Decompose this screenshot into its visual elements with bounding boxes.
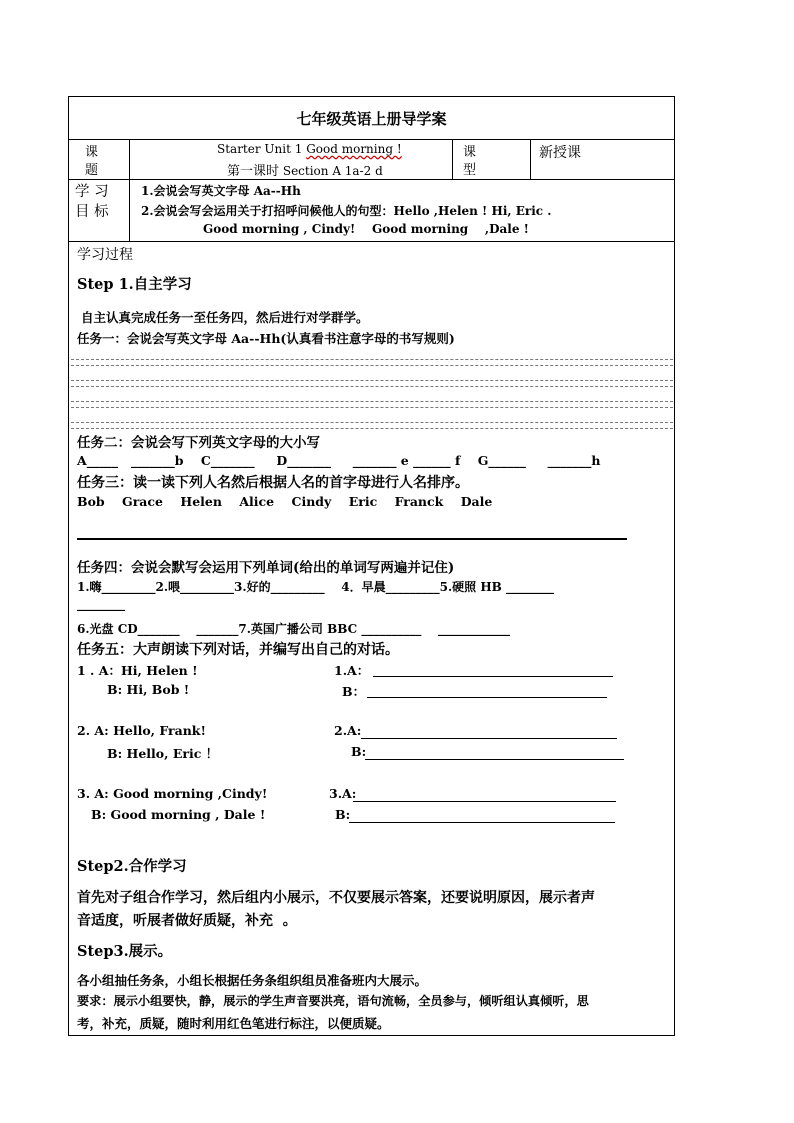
task2-letters: A_____ _______b C_______ D_______ _______ e ______ f G______ _______h [77,453,601,468]
dialogue3-a: 3. A: Good morning ,Cindy! [77,786,268,801]
reply3-a-label: 3.A: [329,786,357,801]
dialogue2-b: B: Hello, Eric ！ [107,746,219,761]
divider [129,139,130,179]
dialogue1-b: B: Hi, Bob ! [107,682,190,697]
topic-label-1: 课 [85,145,99,160]
writing-line [71,422,673,423]
writing-line [71,428,673,429]
answer-line [77,538,627,540]
process-heading: 学习过程 [77,247,133,263]
divider [129,179,130,241]
study-guide-table [68,96,675,1036]
reply3-b-label: B: [335,807,351,822]
writing-line [71,401,673,402]
period-label: 第一课时 [227,164,280,179]
task4-text: 任务四：会说会默写会运用下列单词(给出的单词写两遍并记住) [77,560,455,576]
reply2-a-line[interactable] [361,738,617,739]
writing-line [71,380,673,381]
step3-heading: Step3.展示。 [77,943,173,960]
reply3-a-line[interactable] [353,801,616,802]
dialogue1-a: 1 . A：Hi, Helen ! [77,663,198,678]
step2-text-1: 首先对子组合作学习，然后组内小展示，不仅要展示答案，还要说明原因，展示者声 [77,890,595,906]
reply2-a-label: 2.A: [334,723,362,738]
writing-line [71,407,673,408]
reply2-b-line[interactable] [365,759,624,760]
task3-names: Bob Grace Helen Alice Cindy Eric Franck Dale [77,494,493,509]
task2-text: 任务二：会说会写下列英文字母的大小写 [77,435,320,451]
step3-text-2: 要求：展示小组要快，静，展示的学生声音要洪亮，语句流畅，全员参与，倾听组认真倾听，思 [77,994,589,1008]
goals-label-2: 目 标 [75,204,109,220]
step1-intro: 自主认真完成任务一至任务四，然后进行对学群学。 [81,310,369,325]
reply3-b-line[interactable] [349,822,615,823]
reply1-b-line[interactable] [367,697,607,698]
task4-line1: 1.嗨_________2.喂_________3.好的_________ 4．早晨_________5.硬照 HB ________ [77,580,555,594]
goal-item-1: 1.会说会写英文字母 Aa--Hh [141,184,301,198]
dialogue3-b: B: Good morning , Dale ! [91,807,266,822]
lesson-type-value: 新授课 [539,145,581,161]
lesson-meta-row [69,139,674,180]
goal-item-2-cont: Good morning , Cindy! Good morning ,Dale ! [203,222,529,236]
goals-label-1: 学 习 [75,184,109,200]
reply2-b-label: B: [351,744,367,759]
writing-line [71,365,673,366]
type-label-2: 型 [463,163,477,178]
writing-line [71,386,673,387]
divider [452,139,453,179]
step3-text-1: 各小组抽任务条，小组长根据任务条组织组员准备班内大展示。 [77,973,428,988]
unit-greeting: Good morning ! [306,142,402,156]
step2-heading: Step2.合作学习 [77,858,187,875]
reply1-b-label: B： [342,684,366,699]
task4-line3: 6.光盘 CD_______ _______7.英国广播公司 BBC __________ ____________ [77,622,511,636]
divider [530,139,531,179]
step1-heading: Step 1.自主学习 [77,276,192,293]
type-label-1: 课 [463,145,477,160]
lesson-title-line2 [227,160,383,179]
dialogue2-a: 2. A: Hello, Frank! [77,723,206,738]
lesson-title-line1 [217,142,402,156]
reply1-a-label: 1.A： [334,663,370,678]
writing-line [71,359,673,360]
section-label: Section A 1a-2 d [282,164,383,178]
learning-goals-row [69,179,674,242]
task3-text: 任务三：读一读下列人名然后根据人名的首字母进行人名排序。 [77,475,469,491]
task5-text: 任务五：大声朗读下列对话，并编写出自己的对话。 [77,642,399,658]
step2-text-2: 音适度，听展者做好质疑，补充 。 [77,913,297,929]
page-title: 七年级英语上册导学案 [69,97,674,140]
task4-line2: ________ [77,597,125,611]
step3-text-3: 考，补充，质疑，随时利用红色笔进行标注，以便质疑。 [77,1016,390,1031]
topic-label-2: 题 [85,163,99,178]
goal-item-2: 2.会说会写会运用关于打招呼问候他人的句型：Hello ,Helen ! Hi, Eric . [141,204,552,218]
reply1-a-line[interactable] [373,676,613,677]
task1-text: 任务一：会说会写英文字母 Aa--Hh(认真看书注意字母的书写规则) [77,331,455,346]
unit-label: Starter Unit 1 [217,142,303,156]
